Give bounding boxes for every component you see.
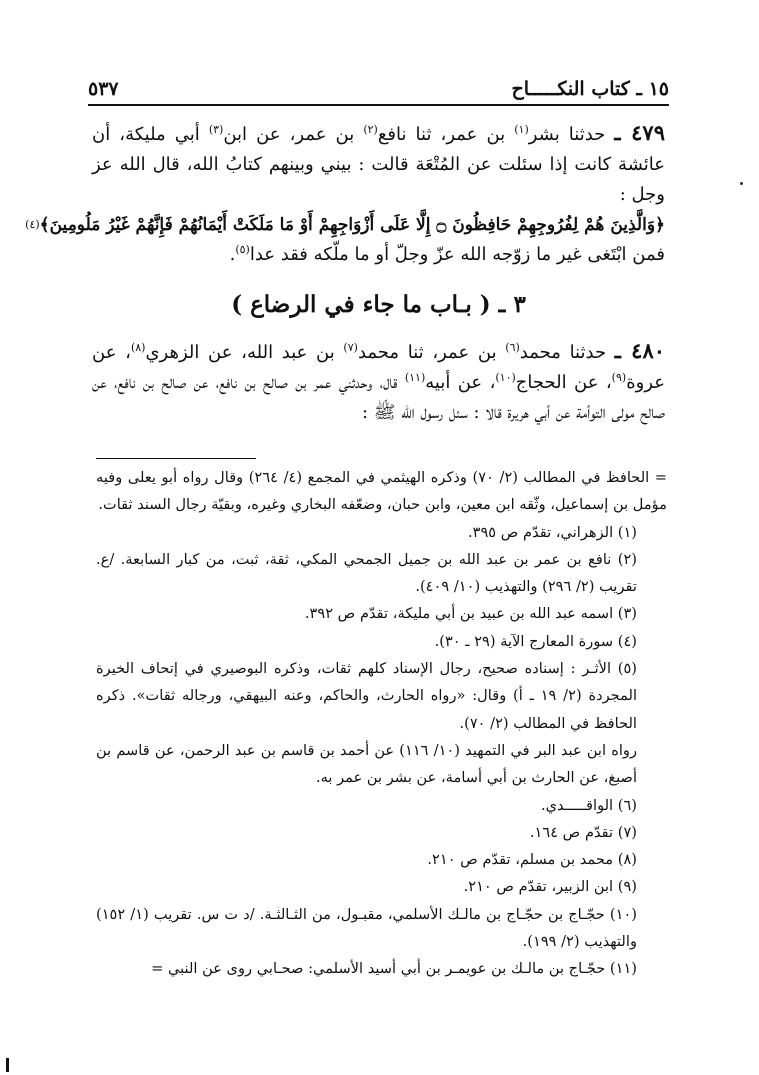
footnote-ref: (٧) <box>343 341 358 354</box>
footnote-ref: (٩) <box>611 371 627 384</box>
footnote-ref: (١) <box>514 123 529 136</box>
hadith-text: قال، وحدثني عمر بن صالح بن نافع، عن صالح بن نافع، عن صالح مولى التوأمة عن أبي هريرة قالا : سئل رسول الله ﷺ : <box>92 372 665 423</box>
footnote-ref: (١٠) <box>495 371 516 384</box>
footnote-11: (١١) حجّـاج بن مالـك بن عويمـر بن أبي أسيد الأسلمي: صحـابي روى عن النبي = <box>151 960 637 978</box>
hadith-text: فمن ابْتَغى غير ما زوّجه الله عزّ وجلّ أو ما ملّكه فقد عدا <box>249 244 665 265</box>
hadith-480 <box>92 336 665 428</box>
hadith-text: بن عمر، ثنا محمد <box>357 342 506 363</box>
hadith-text: حدثنا بشر <box>528 124 615 145</box>
footnote-4: (٤) سورة المعارج الآية (٢٩ ـ ٣٠). <box>434 632 637 650</box>
hadith-text: ، عن أبيه <box>425 372 496 393</box>
hadith-text: ، عن الحجاج <box>515 372 612 393</box>
footnote-5-continued: رواه ابن عبد البر في التمهيد (١٠/ ١١٦) عن أحمد بن قاسم بن عبد الرحمن، عن قاسم بن أصبغ، عن الحارث بن أبي أسامة، عن بشر بن عمر به. <box>96 741 638 787</box>
chapter-title: ١٥ ـ كتاب النكـــــاح <box>511 78 669 100</box>
main-text <box>25 118 666 428</box>
hadith-text: ، عن عروة <box>92 342 665 393</box>
footnote-9: (٩) ابن الزبير، تقدّم ص ٢١٠. <box>463 878 637 896</box>
hadith-text: بن عمر، عن ابن <box>223 124 364 145</box>
hadith-number: ٤٧٩ ـ <box>614 120 665 145</box>
footnote-10: (١٠) حجّـاج بن حجّـاج بن مالـك الأسلمي، مقبـول، من الثـالثـة. /د ت س. تقريب (١/ ١٥٢) والتهذيب (٢/ ١٩٩). <box>96 905 637 951</box>
page-header <box>88 64 669 106</box>
footnote-ref: (٥) <box>235 243 250 256</box>
scan-edge-mark <box>6 1058 9 1072</box>
page-number: ٥٣٧ <box>88 78 119 100</box>
footnote-7: (٧) تقدّم ص ١٦٤. <box>529 823 637 841</box>
hadith-text: بن عبد الله، عن الزهري <box>145 342 344 363</box>
hadith-text: بن عمر، ثنا نافع <box>377 124 515 145</box>
hadith-text: أبي مليكة، أن عائشة كانت إذا سئلت عن المُتْعَة قالت : بيني وبينهم كتابُ الله، قال الله عز وجل : <box>92 124 665 205</box>
footnote-ref: (٣) <box>208 123 224 136</box>
footnotes <box>96 464 667 983</box>
verse-text: ﴿وَالَّذِينَ هُمْ لِفُرُوجِهِمْ حَافِظُونَ ۝ إِلَّا عَلَى أَزْوَاجِهِمْ أَوْ مَا مَلَكَتْ أَيْمَانُهُمْ فَإِنَّهُمْ غَيْرُ مَلُومِينَ﴾ <box>39 215 665 235</box>
hadith-text: حدثنا محمد <box>519 342 615 363</box>
footnote-divider <box>96 458 256 459</box>
hadith-text: . <box>229 244 236 265</box>
footnote-6: (٦) الواقـــــدي. <box>540 796 637 814</box>
footnote-2: (٢) نافع بن عمر بن عبد الله بن جميل الجمحي المكي، ثقة، ثبت، من كبار السابعة. /ع. تقريب (٢/ ٢٩٦) والتهذيب (١٠/ ٤٠٩). <box>96 550 637 596</box>
footnote-ref: (٦) <box>505 341 520 354</box>
quran-verse <box>25 210 665 240</box>
hadith-479 <box>92 118 665 210</box>
scan-speck <box>740 182 743 185</box>
footnote-continuation: = الحافظ في المطالب (٢/ ٧٠) وذكره الهيثمي في المجمع (٤/ ٢٦٤) وقال رواه أبو يعلى وفيه مؤمل بن إسماعيل، وثّقه ابن معين، وابن حبان، وضعّفه البخاري وغيره، وبقيّة رجال السند ثقات. <box>96 469 668 514</box>
hadith-number: ٤٨٠ ـ <box>614 338 666 363</box>
footnote-8: (٨) محمد بن مسلم، تقدّم ص ٢١٠. <box>427 851 637 869</box>
footnote-ref: (٨) <box>130 341 146 354</box>
hadith-479-end <box>92 240 665 270</box>
footnote-5: (٥) الأثـر : إسناده صحيح، رجال الإسناد كلهم ثقات، وذكره البوصيري في إتحاف الخيرة المجردة (٢/ ١٩ ـ أ) وقال: «رواه الحارث، والحاكم، وعنه البيهقي، ورجاله ثقات». ذكره الحافظ في المطالب (٢/ ٧٠). <box>96 660 638 732</box>
footnote-ref: (١١) <box>404 371 426 384</box>
footnote-ref: (٢) <box>363 123 378 136</box>
footnote-3: (٣) اسمه عبد الله بن عبيد بن أبي مليكة، تقدّم ص ٣٩٢. <box>304 605 637 623</box>
section-title: ٣ ـ ( بـاب ما جاء في الرضاع ) <box>231 291 526 318</box>
footnote-ref: (٤) <box>25 218 40 231</box>
footnote-1: (١) الزهراني، تقدّم ص ٣٩٥. <box>467 523 637 541</box>
